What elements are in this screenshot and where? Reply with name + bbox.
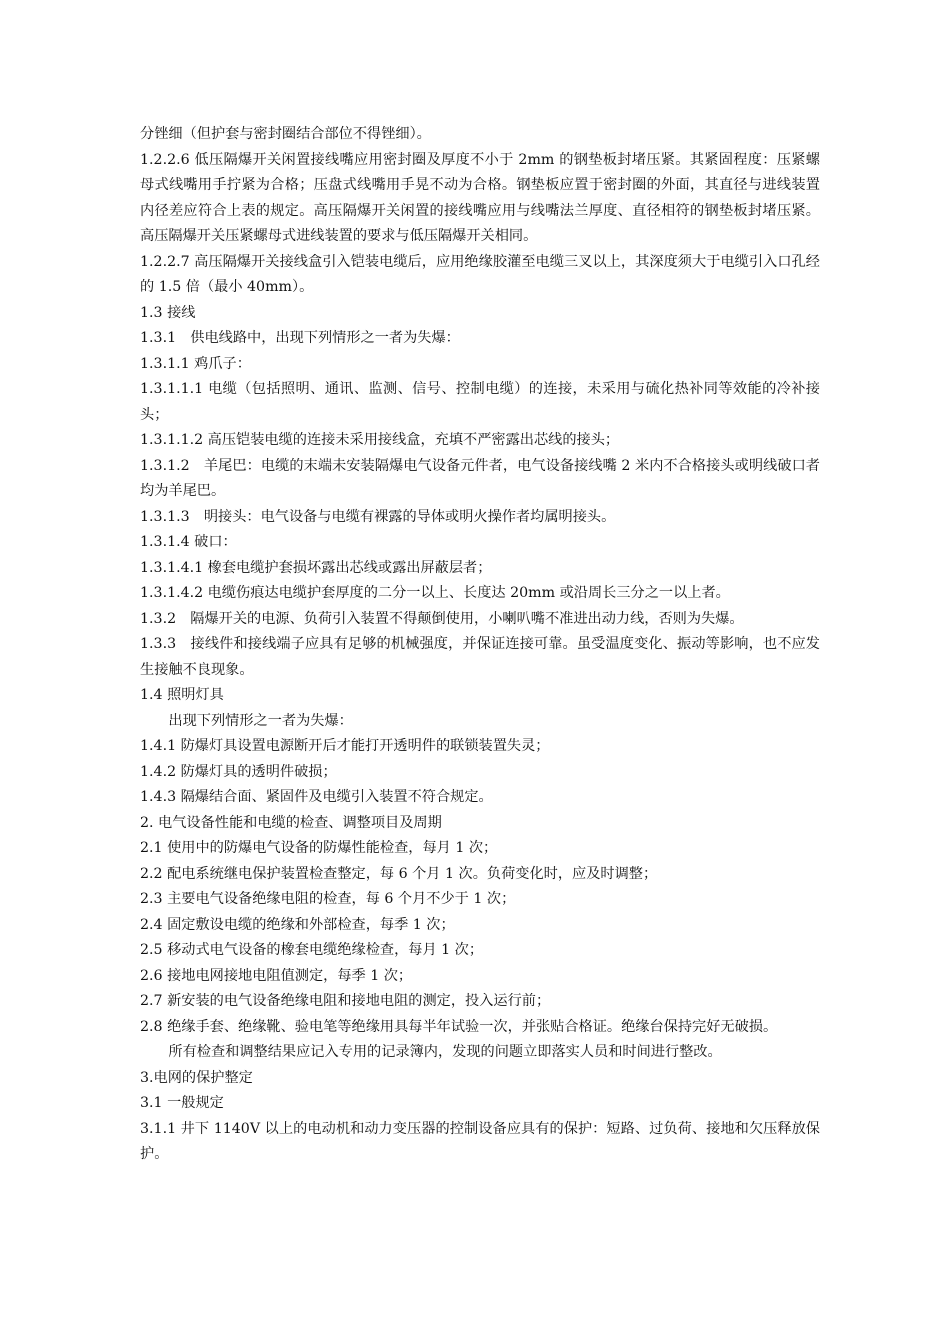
paragraph: 1.3.1.4.2 电缆伤痕达电缆护套厚度的二分一以上、长度达 20mm 或沿周长三分之一以上者。 xyxy=(140,585,730,601)
paragraph: 2.2 配电系统继电保护装置检查整定，每 6 个月 1 次。负荷变化时，应及时调整； xyxy=(140,865,658,882)
paragraph: 1.3.3 接线件和接线端子应具有足够的机械强度，并保证连接可靠。虽受温度变化、振动等影响，也不应发生接触不良现象。 xyxy=(140,636,820,678)
paragraph: 所有检查和调整结果应记入专用的记录簿内，发现的问题立即落实人员和时间进行整改。 xyxy=(168,1044,722,1060)
section-heading: 3.1 一般规定 xyxy=(140,1095,224,1111)
paragraph: 1.3.1.1.1 电缆（包括照明、通讯、监测、信号、控制电缆）的连接，未采用与硫化热补同等效能的冷补接头； xyxy=(140,381,820,423)
paragraph: 1.2.2.6 低压隔爆开关闲置接线嘴应用密封圈及厚度不小于 2mm 的钢垫板封堵压紧。其紧固程度：压紧螺母式线嘴用手拧紧为合格；压盘式线嘴用手晃不动为合格。钢垫板应置于密封圈的外面，其直径与进线装置内径差应符合上表的规定。高压隔爆开关闲置的接线嘴应用与线嘴法兰厚度、直径相符的钢垫板封堵压紧。高压隔爆开关压紧螺母式进线装置的要求与低压隔爆开关相同。 xyxy=(140,151,820,244)
paragraph: 2.5 移动式电气设备的橡套电缆绝缘检查，每月 1 次； xyxy=(140,942,484,958)
paragraph: 2.1 使用中的防爆电气设备的防爆性能检查，每月 1 次； xyxy=(140,840,498,856)
paragraph: 1.3.1.4.1 橡套电缆护套损坏露出芯线或露出屏蔽层者； xyxy=(140,559,492,576)
paragraph: 2.7 新安装的电气设备绝缘电阻和接地电阻的测定，投入运行前； xyxy=(140,993,551,1009)
paragraph: 1.3.1.4 破口： xyxy=(140,534,237,550)
paragraph: 1.3.1.2 羊尾巴：电缆的末端未安装隔爆电气设备元件者，电气设备接线嘴 2 米内不合格接头或明线破口者均为羊尾巴。 xyxy=(140,457,820,499)
paragraph: 2.4 固定敷设电缆的绝缘和外部检查，每季 1 次； xyxy=(140,916,455,933)
document-page xyxy=(140,122,820,1168)
paragraph: 2.8 绝缘手套、绝缘靴、验电笔等绝缘用具每半年试验一次，并张贴合格证。绝缘台保持完好无破损。 xyxy=(140,1018,778,1035)
section-heading: 1.4 照明灯具 xyxy=(140,687,224,703)
paragraph: 3.1.1 井下 1140V 以上的电动机和动力变压器的控制设备应具有的保护：短路、过负荷、接地和欠压释放保护。 xyxy=(140,1120,820,1162)
paragraph: 1.4.2 防爆灯具的透明件破损； xyxy=(140,763,337,780)
section-heading: 1.3 接线 xyxy=(140,304,196,321)
paragraph: 2.6 接地电网接地电阻值测定，每季 1 次； xyxy=(140,967,413,984)
paragraph: 2.3 主要电气设备绝缘电阻的检查，每 6 个月不少于 1 次； xyxy=(140,891,516,907)
paragraph: 出现下列情形之一者为失爆： xyxy=(168,712,353,729)
paragraph: 1.3.1.1 鸡爪子： xyxy=(140,355,251,372)
paragraph: 1.3.2 隔爆开关的电源、负荷引入装置不得颠倒使用，小喇叭嘴不准进出动力线，否则为失爆。 xyxy=(140,610,744,627)
paragraph: 1.2.2.7 高压隔爆开关接线盒引入铠装电缆后，应用绝缘胶灌至电缆三叉以上，其深度须大于电缆引入口孔经的 1.5 倍（最小 40mm）。 xyxy=(140,253,820,295)
paragraph: 1.4.3 隔爆结合面、紧固件及电缆引入装置不符合规定。 xyxy=(140,789,493,805)
paragraph: 1.4.1 防爆灯具设置电源断开后才能打开透明件的联锁装置失灵； xyxy=(140,738,550,754)
section-heading: 2. 电气设备性能和电缆的检查、调整项目及周期 xyxy=(140,814,442,831)
paragraph: 1.3.1.3 明接头：电气设备与电缆有裸露的导体或明火操作者均属明接头。 xyxy=(140,508,616,525)
paragraph: 1.3.1.1.2 高压铠装电缆的连接未采用接线盒，充填不严密露出芯线的接头； xyxy=(140,432,620,448)
paragraph: 1.3.1 供电线路中，出现下列情形之一者为失爆： xyxy=(140,330,460,346)
paragraph: 分锉细（但护套与密封圈结合部位不得锉细）。 xyxy=(140,126,431,142)
section-heading: 3.电网的保护整定 xyxy=(140,1069,253,1086)
